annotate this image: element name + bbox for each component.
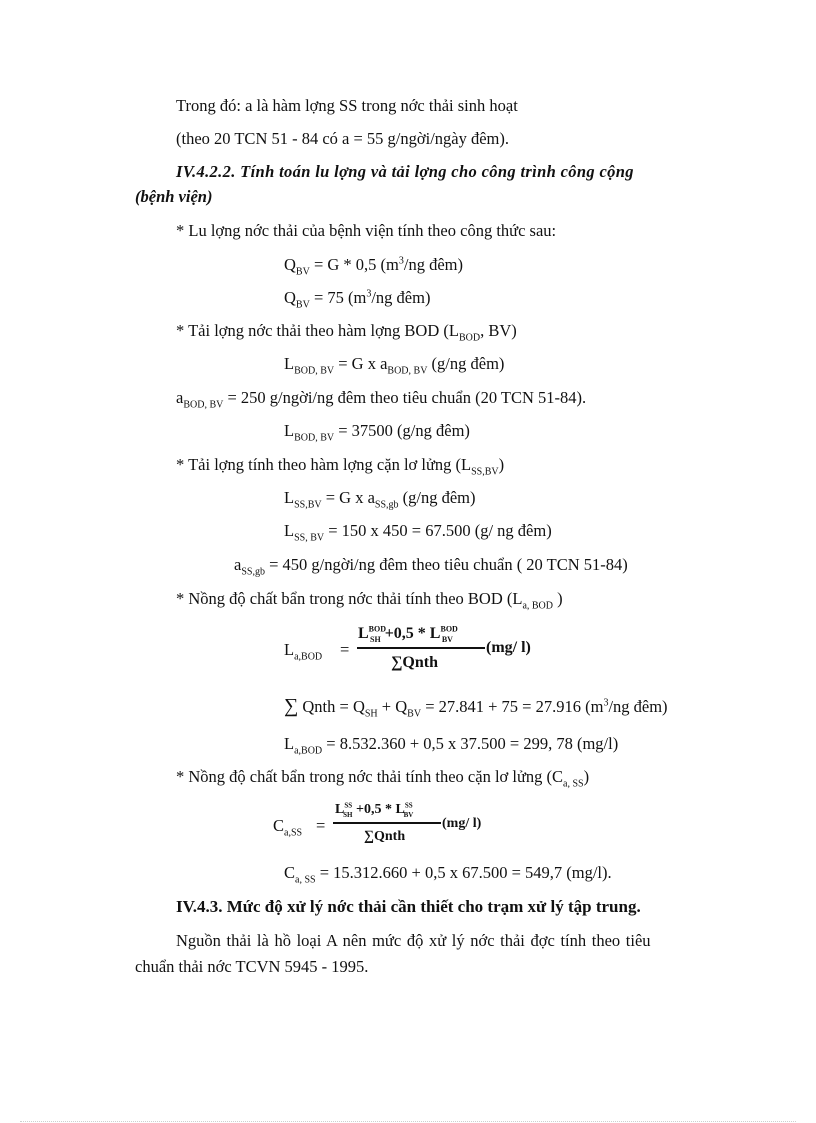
formula-line: $L_{BOD, BV} = G$ x $a_{BOD, BV}$ (g/ng đêm) [284, 354, 505, 377]
page-bottom-border [20, 1121, 796, 1122]
formula-line: $Q_{BV} = G * 0,5$ ($m^3/ng$ đêm) [284, 255, 464, 278]
paragraph-line: Nguồn thải là hồ loại A nên mức độ xử lý nớc thải đợc tính theo tiêu [176, 931, 651, 950]
text-line: (theo 20 TCN 51 - 84 có a = 55 g/ngời/ngày đêm). [176, 129, 510, 148]
formula-line: $L_{BOD, BV} = 37500$ (g/ng đêm) [284, 421, 470, 444]
formula-line: $C_{a, SS} = 15.312.660 + 0,5$ x 67.500 = 549,7 (mg/l). [284, 863, 612, 886]
equals-sign: = [340, 640, 350, 659]
formula-lhs: $L_{a,BOD}$ [284, 640, 323, 663]
fraction-bar [357, 647, 485, 649]
paragraph-line: chuẩn thải nớc TCVN 5945 - 1995. [135, 957, 369, 976]
fraction-denominator: ∑Qnth [364, 829, 406, 844]
text-line: * Nồng độ chất bẩn trong nớc thải tính theo BOD ($L_{a, BOD}$ ) [176, 589, 563, 612]
section-heading-cont: (bệnh viện) [135, 187, 213, 206]
formula-line: ∑ Qnth = $Q_{SH} + Q_{BV} = 27.841 + 75 = 27.916$ ($m^3/ng$ đêm) [284, 695, 668, 720]
text-line: * Tải lợng nớc thải theo hàm lợng BOD ($L_{BOD}$, BV) [176, 321, 517, 344]
formula-unit: (mg/ l) [486, 639, 531, 656]
formula-line: $L_{a,BOD} = 8.532.360 + 0,5$ x 37.500 = 299, 78 (mg/l) [284, 734, 619, 757]
text-line: * Lu lợng nớc thải của bệnh viện tính theo công thức sau: [176, 221, 557, 240]
formula-line: $L_{SS, BV} = 150$ x 450 = 67.500 (g/ ng đêm) [284, 521, 552, 544]
formula-lhs: $C_{a,SS}$ [273, 816, 303, 839]
equals-sign: = [316, 816, 326, 835]
formula-unit: (mg/ l) [442, 816, 482, 831]
text-line: $a_{BOD, BV} = 250$ g/ngời/ng đêm theo tiêu chuẩn (20 TCN 51-84). [176, 388, 587, 411]
section-heading: IV.4.2.2. Tính toán lu lợng và tải lợng cho công trình công cộng [176, 162, 634, 181]
fraction-denominator: ∑Qnth [391, 654, 438, 671]
fraction-numerator: $L^{BOD}_{SH} +0,5 * L^{BOD}_{BV}$ [358, 624, 458, 645]
formula-line: $L_{SS,BV} = G$ x $a_{SS,gb}$ (g/ng đêm) [284, 488, 476, 511]
text-line: * Tải lợng tính theo hàm lợng cặn lơ lửng $(L_{SS,BV})$ [176, 455, 505, 478]
section-heading: IV.4.3. Mức độ xử lý nớc thải cần thiết cho trạm xử lý tập trung. [176, 897, 641, 916]
fraction-numerator: $L^{SS}_{SH} +0,5 * L^{SS}_{BV}$ [335, 801, 414, 819]
fraction-bar [333, 822, 441, 824]
formula-line: $Q_{BV} = 75$ ($m^3/ng$ đêm) [284, 288, 431, 311]
text-line: Trong đó: a là hàm lợng SS trong nớc thải sinh hoạt [176, 96, 518, 115]
text-line: $a_{SS,gb} = 450$ g/ngời/ng đêm theo tiêu chuẩn ( 20 TCN 51-84) [234, 555, 628, 578]
text-line: * Nồng độ chất bẩn trong nớc thải tính theo cặn lơ lửng $(C_{a, SS})$ [176, 767, 590, 790]
